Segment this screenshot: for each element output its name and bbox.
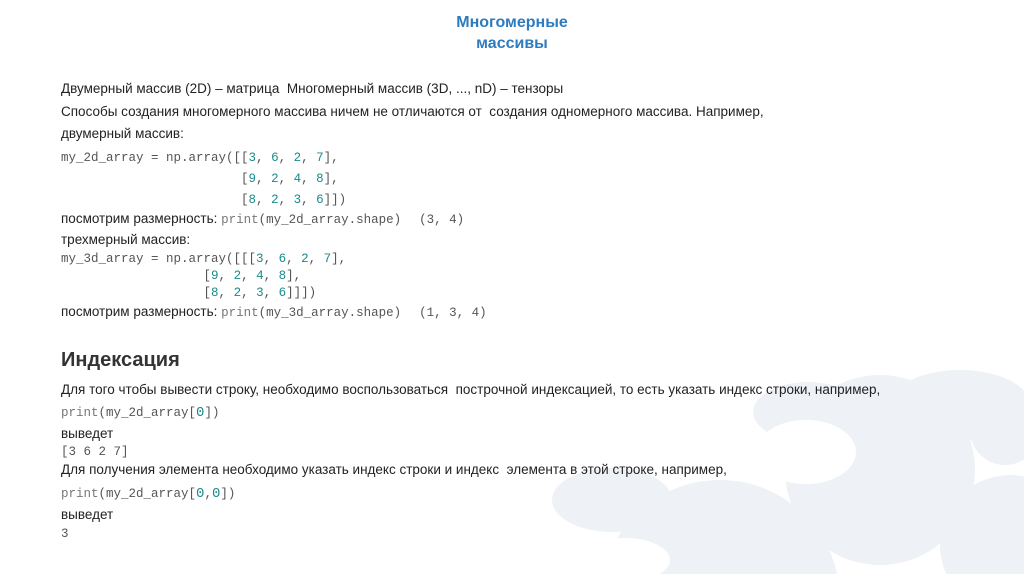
output-label-1: выведет — [61, 426, 114, 441]
code-3d-line-3: [8, 2, 3, 6]]]) — [61, 286, 317, 300]
code-3d-line-1: my_3d_array = np.array([[[3, 6, 2, 7], — [61, 252, 347, 266]
code-2d-line-3: [8, 2, 3, 6]]) — [61, 193, 347, 207]
intro-line-3: двумерный массив: — [61, 126, 184, 141]
shape-3d-line: посмотрим размерность: print(my_3d_array.shape) (1, 3, 4) — [61, 304, 487, 320]
intro-line-1: Двумерный массив (2D) – матрица Многомерный массив (3D, ..., nD) – тензоры — [61, 81, 564, 96]
code-3d-line-2: [9, 2, 4, 8], — [61, 269, 302, 283]
output-label-2: выведет — [61, 507, 114, 522]
indexing-heading: Индексация — [61, 349, 180, 371]
output-2: 3 — [61, 527, 69, 541]
output-1: [3 6 2 7] — [61, 445, 129, 459]
shape-3d-label: посмотрим размерность: — [61, 304, 218, 319]
slide-title-line2: массивы — [476, 35, 548, 52]
shape-2d-result: (3, 4) — [419, 213, 465, 227]
shape-3d-result: (1, 3, 4) — [419, 306, 487, 320]
indexing-text-1: Для того чтобы вывести строку, необходимо воспользоваться построчной индексацией, то есть указать индекс строки, например, — [61, 382, 881, 397]
indexing-code-2: print(my_2d_array[0,0]) — [61, 486, 236, 502]
code-2d-line-1: my_2d_array = np.array([[3, 6, 2, 7], — [61, 151, 339, 165]
code-2d-line-2: [9, 2, 4, 8], — [61, 172, 339, 186]
indexing-text-2: Для получения элемента необходимо указать индекс строки и индекс элемента в этой строке, например, — [61, 462, 727, 477]
slide-title — [0, 12, 1024, 54]
shape-2d-line: посмотрим размерность: print(my_2d_array.shape) (3, 4) — [61, 211, 465, 227]
shape-2d-label: посмотрим размерность: — [61, 211, 218, 226]
slide-title-line1: Многомерные — [456, 14, 568, 31]
intro-line-2: Способы создания многомерного массива ничем не отличаются от создания одномерного массива. Например, — [61, 104, 764, 119]
three-d-label: трехмерный массив: — [61, 232, 191, 247]
indexing-code-1: print(my_2d_array[0]) — [61, 405, 220, 421]
